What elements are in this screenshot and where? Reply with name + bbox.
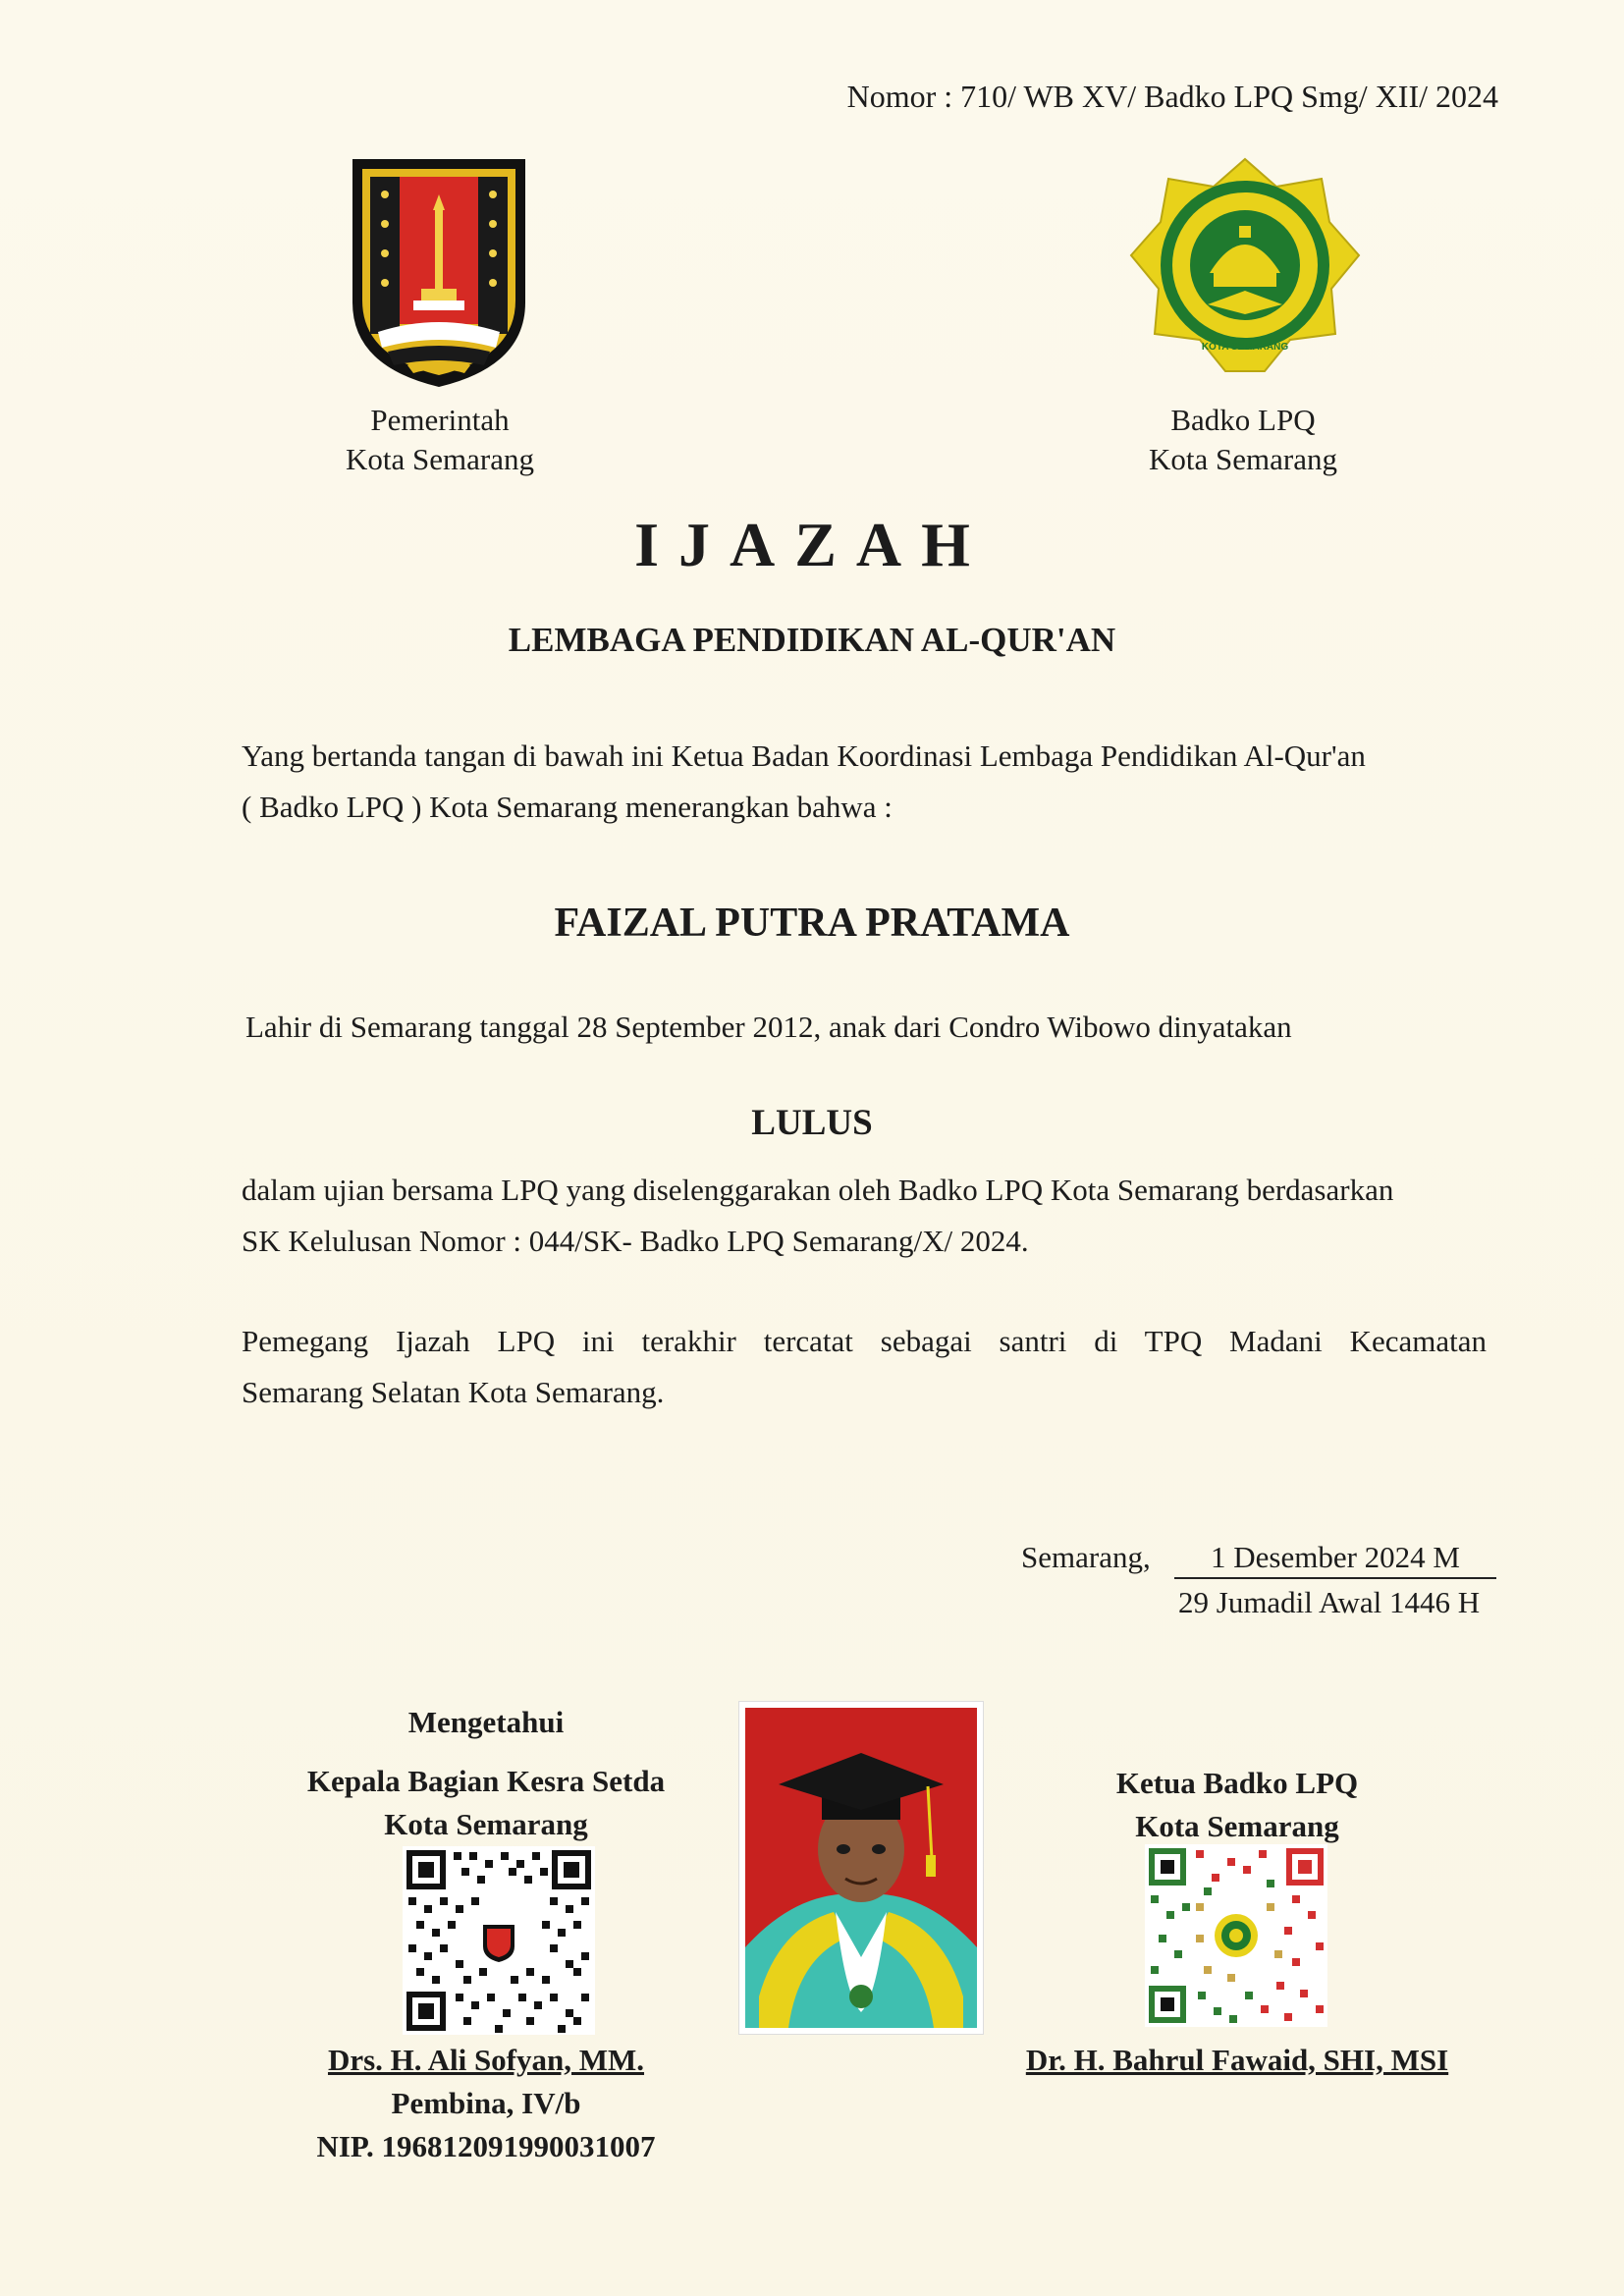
- acknowledge-label: Mengetahui: [407, 1705, 565, 1739]
- left-logo-caption-line2: Kota Semarang: [346, 442, 534, 476]
- exam-paragraph: [242, 1165, 1489, 1267]
- right-signature-qr-icon: [1145, 1844, 1327, 2027]
- right-logo-caption-line2: Kota Semarang: [1149, 442, 1337, 476]
- intro-line1: Yang bertanda tangan di bawah ini Ketua Badan Koordinasi Lembaga Pendidikan Al-Qur'an: [242, 738, 1366, 773]
- left-logo-caption-line1: Pemerintah: [370, 403, 510, 437]
- left-signatory-nip: NIP. 196812091990031007: [316, 2129, 656, 2163]
- right-logo-caption: [1076, 401, 1410, 479]
- intro-paragraph: [242, 731, 1469, 833]
- place-label: Semarang,: [1021, 1540, 1151, 1574]
- gregorian-date: 1 Desember 2024 M: [1174, 1540, 1496, 1579]
- birth-line: Lahir di Semarang tanggal 28 September 2012, anak dari Condro Wibowo dinyatakan: [245, 1010, 1292, 1044]
- holder-paragraph: [242, 1316, 1487, 1418]
- document-number: Nomor : 710/ WB XV/ Badko LPQ Smg/ XII/ 2024: [846, 79, 1498, 114]
- left-signatory-rank: Pembina, IV/b: [391, 2086, 581, 2120]
- right-logo-caption-line1: Badko LPQ: [1170, 403, 1316, 437]
- holder-line2: Semarang Selatan Kota Semarang.: [242, 1375, 665, 1409]
- left-signatory-header: [285, 1701, 687, 1846]
- semarang-crest-icon: [349, 155, 529, 391]
- exam-line1: dalam ujian bersama LPQ yang diselenggarakan oleh Badko LPQ Kota Semarang berdasarkan: [242, 1173, 1394, 1207]
- status-text: LULUS: [751, 1103, 873, 1143]
- exam-line2: SK Kelulusan Nomor : 044/SK- Badko LPQ Semarang/X/ 2024.: [242, 1224, 1029, 1258]
- left-signatory-name: Drs. H. Ali Sofyan, MM.: [327, 2043, 645, 2077]
- left-position-line1: Kepala Bagian Kesra Setda: [306, 1764, 666, 1798]
- intro-line2: ( Badko LPQ ) Kota Semarang menerangkan bahwa :: [242, 790, 893, 824]
- certificate-title: IJAZAH: [634, 510, 990, 579]
- left-logo-caption: [273, 401, 607, 479]
- recipient-name: FAIZAL PUTRA PRATAMA: [554, 901, 1070, 946]
- holder-line1: Pemegang Ijazah LPQ ini terakhir tercatat sebagai santri di TPQ Madani Kecamatan: [242, 1324, 1487, 1358]
- certificate-subtitle: LEMBAGA PENDIDIKAN AL-QUR'AN: [508, 621, 1116, 659]
- left-position-line2: Kota Semarang: [384, 1807, 588, 1841]
- seal-bottom-text: KOTA SEMARANG: [1201, 342, 1289, 353]
- right-position-line2: Kota Semarang: [1135, 1809, 1339, 1843]
- badko-lpq-seal-icon: [1129, 157, 1361, 373]
- hijri-date: 29 Jumadil Awal 1446 H: [1178, 1585, 1481, 1619]
- student-photo: [738, 1701, 984, 2035]
- right-position-line1: Ketua Badko LPQ: [1115, 1766, 1359, 1800]
- right-signatory-header: [1041, 1762, 1434, 1848]
- right-signatory-name: Dr. H. Bahrul Fawaid, SHI, MSI: [1025, 2043, 1449, 2077]
- left-signatory-footer: [265, 2039, 707, 2168]
- left-signature-qr-icon: [403, 1846, 595, 2035]
- right-signatory-footer: [992, 2039, 1483, 2082]
